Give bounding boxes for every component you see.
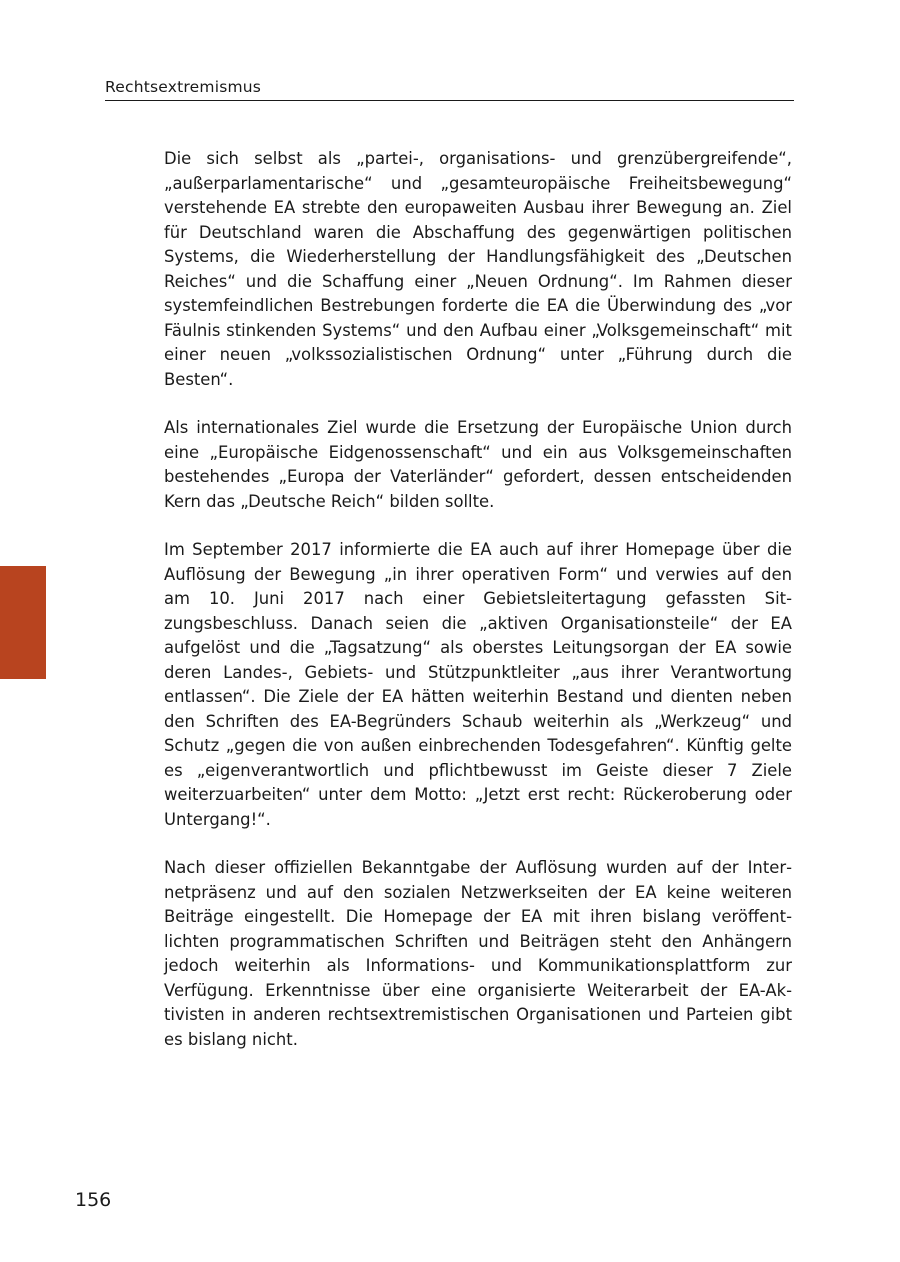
- running-header-title: Rechtsextremismus: [105, 78, 262, 96]
- paragraph-2: Als internationales Ziel wurde die Ersetzung der Europäische Union durch eine „Europäische Eidgenossenschaft“ und ein aus Volksgemeinschaften bestehendes „Europa der Vaterländer“ gefordert, dessen entscheidenden Kern das „Deutsche Reich“ bilden sollte.: [164, 418, 792, 511]
- running-header: [105, 78, 794, 101]
- main-text: [164, 147, 792, 1076]
- paragraph-3: Im September 2017 informierte die EA auch auf ihrer Homepage über die Auflösung der Bewegung „in ihrer operativen Form“ und verwies auf den am 10. Juni 2017 nach einer Gebietsleitertagung gefassten Sitzungsbeschluss. Danach seien die „aktiven Organisationsteile“ der EA aufgelöst und die „Tagsatzung“ als oberstes Leitungsorgan der EA sowie deren Landes-, Gebiets- und Stützpunktleiter „aus ihrer Verantwortung entlassen“. Die Ziele der EA hätten weiterhin Bestand und dienten neben den Schriften des EA-Begründers Schaub weiterhin als „Werkzeug“ und Schutz „gegen die von außen einbrechenden Todesgefahren“. Künftig gelte es „eigenverantwortlich und pflichtbewusst im Geiste dieser 7 Ziele weiterzuarbeiten“ unter dem Motto: „Jetzt erst recht: Rückeroberung oder Untergang!“.: [164, 540, 792, 829]
- paragraph-1: Die sich selbst als „partei-, organisations- und grenzübergreifende“, „außerparlamentarische“ und „gesamteuropäische Freiheitsbewegung“ verstehende EA strebte den europaweiten Ausbau ihrer Bewegung an. Ziel für Deutschland waren die Abschaffung des gegenwärtigen politischen Systems, die Wiederherstellung der Handlungsfähigkeit des „Deutschen Reiches“ und die Schaffung einer „Neuen Ordnung“. Im Rahmen dieser systemfeindlichen Bestrebungen forderte die EA die Überwindung des „vor Fäulnis stinkenden Systems“ und den Aufbau einer „Volksgemeinschaft“ mit einer neuen „volkssozialistischen Ordnung“ unter „Führung durch die Besten“.: [164, 149, 792, 389]
- paragraph-4: Nach dieser offiziellen Bekanntgabe der Auflösung wurden auf der Internetpräsenz und auf den sozialen Netzwerkseiten der EA keine weiteren Beiträge eingestellt. Die Homepage der EA mit ihren bislang veröffentlichten programmatischen Schriften und Beiträgen steht den Anhängern jedoch weiterhin als Informations- und Kommunikationsplattform zur Verfügung. Erkenntnisse über eine organisierte Weiterarbeit der EA-Aktivisten in anderen rechtsextremistischen Organisationen und Parteien gibt es bislang nicht.: [164, 858, 792, 1049]
- page-number: 156: [75, 1189, 112, 1211]
- chapter-side-marker: [0, 566, 46, 679]
